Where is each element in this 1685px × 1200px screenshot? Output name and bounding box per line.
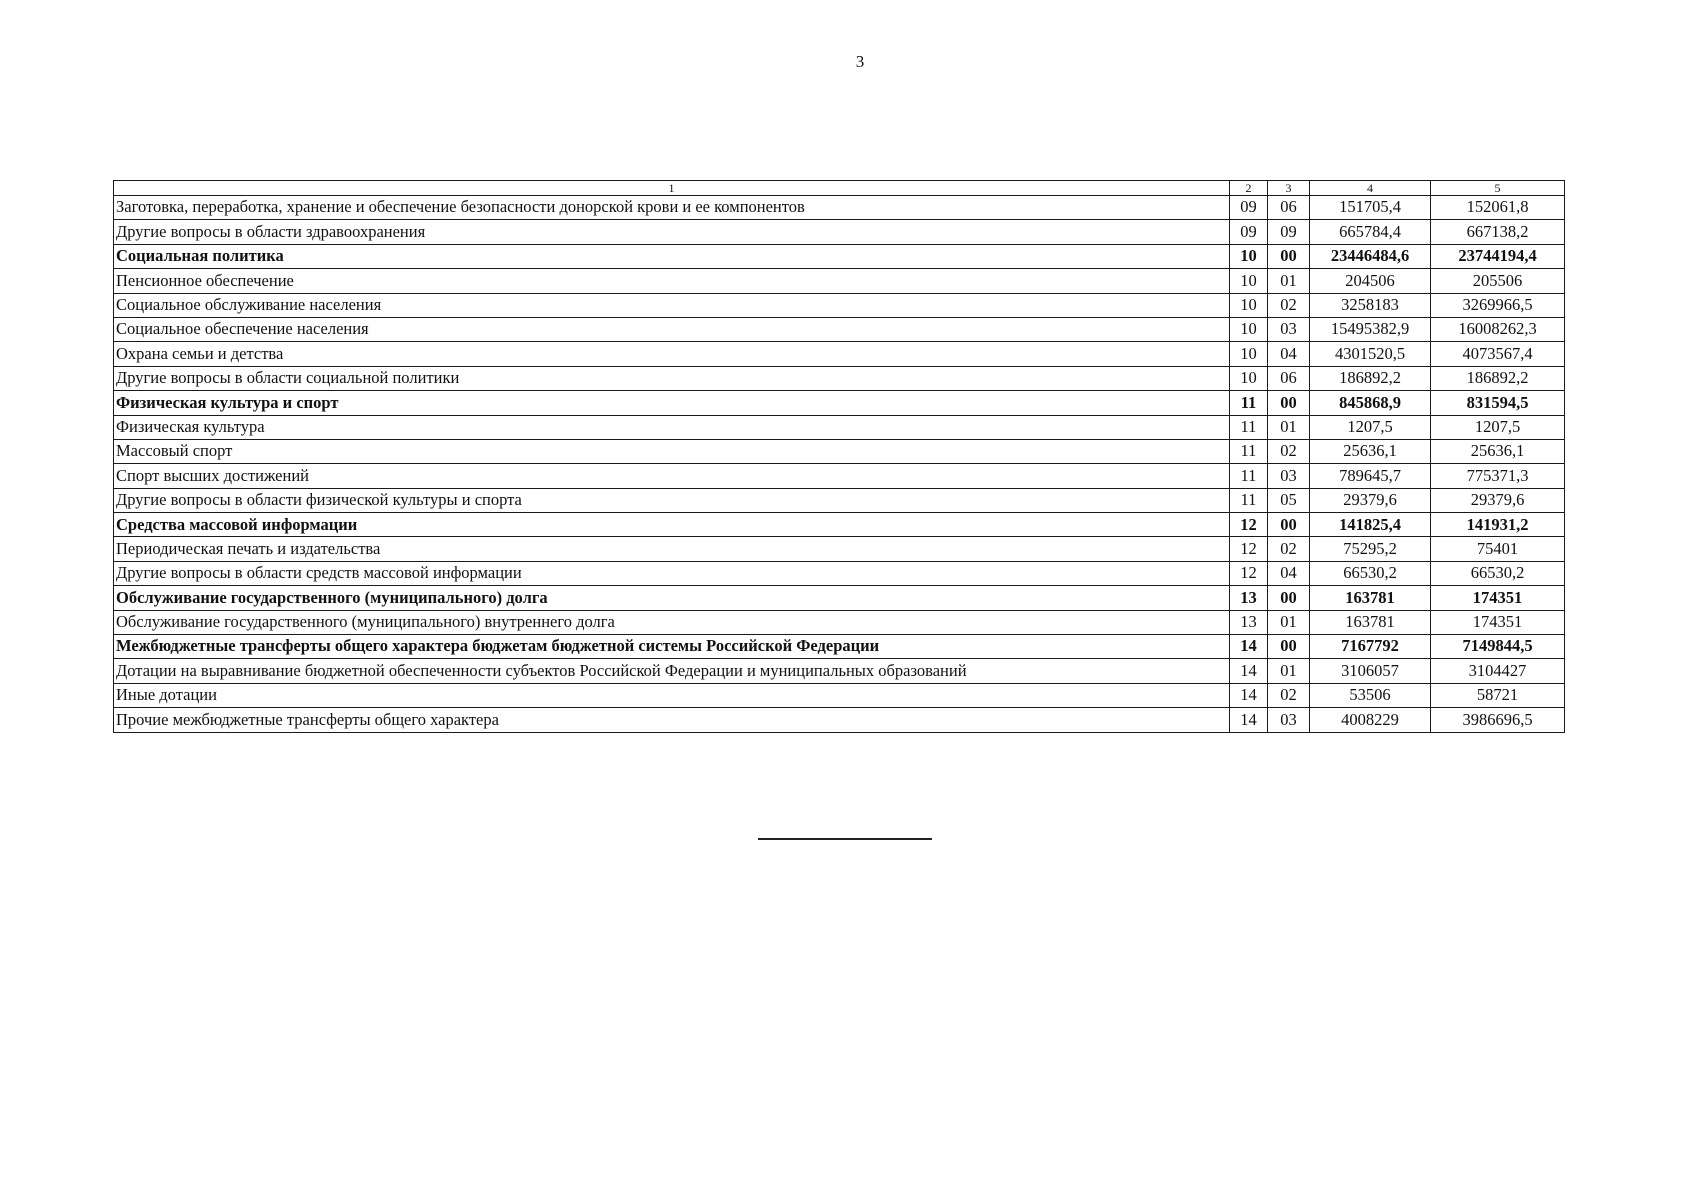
- table-row: [114, 244, 1565, 268]
- row-podrazdel-cell: 01: [1268, 610, 1310, 634]
- row-year1-value: 53506: [1310, 683, 1431, 707]
- table-row: [114, 269, 1565, 293]
- row-podrazdel-cell: 03: [1268, 708, 1310, 732]
- row-name-cell: Заготовка, переработка, хранение и обеспечение безопасности донорской крови и ее компонентов: [114, 196, 1230, 220]
- table-row: [114, 391, 1565, 415]
- row-year1-value: 66530,2: [1310, 561, 1431, 585]
- row-year2-value: 174351: [1431, 610, 1565, 634]
- table-header-row: [114, 181, 1565, 196]
- row-razdel-cell: 10: [1230, 366, 1268, 390]
- row-razdel-cell: 09: [1230, 196, 1268, 220]
- row-year2-value: 3986696,5: [1431, 708, 1565, 732]
- table-row: [114, 488, 1565, 512]
- row-podrazdel-cell: 05: [1268, 488, 1310, 512]
- table-row: [114, 610, 1565, 634]
- row-razdel-cell: 13: [1230, 610, 1268, 634]
- row-name-cell: Обслуживание государственного (муниципального) внутреннего долга: [114, 610, 1230, 634]
- row-name-cell: Охрана семьи и детства: [114, 342, 1230, 366]
- row-name-cell: Социальное обеспечение населения: [114, 317, 1230, 341]
- row-razdel-cell: 12: [1230, 513, 1268, 537]
- row-year2-value: 141931,2: [1431, 513, 1565, 537]
- column-header-podrazdel: 3: [1268, 181, 1310, 196]
- row-podrazdel-cell: 01: [1268, 269, 1310, 293]
- row-year2-value: 775371,3: [1431, 464, 1565, 488]
- row-razdel-cell: 10: [1230, 342, 1268, 366]
- page-number: 3: [855, 52, 865, 71]
- row-name-cell: Другие вопросы в области здравоохранения: [114, 220, 1230, 244]
- row-year1-value: 25636,1: [1310, 439, 1431, 463]
- row-year1-value: 4008229: [1310, 708, 1431, 732]
- row-year1-value: 75295,2: [1310, 537, 1431, 561]
- table-row: [114, 415, 1565, 439]
- column-header-year1: 4: [1310, 181, 1431, 196]
- row-name-cell: Другие вопросы в области физической культуры и спорта: [114, 488, 1230, 512]
- row-name-cell: Физическая культура: [114, 415, 1230, 439]
- row-razdel-cell: 11: [1230, 439, 1268, 463]
- table-row: [114, 659, 1565, 683]
- row-year2-value: 7149844,5: [1431, 635, 1565, 659]
- row-razdel-cell: 14: [1230, 635, 1268, 659]
- row-name-cell: Другие вопросы в области социальной политики: [114, 366, 1230, 390]
- row-razdel-cell: 11: [1230, 464, 1268, 488]
- row-razdel-cell: 10: [1230, 293, 1268, 317]
- row-year2-value: 152061,8: [1431, 196, 1565, 220]
- row-name-cell: Пенсионное обеспечение: [114, 269, 1230, 293]
- row-year2-value: 667138,2: [1431, 220, 1565, 244]
- row-podrazdel-cell: 02: [1268, 439, 1310, 463]
- row-year1-value: 141825,4: [1310, 513, 1431, 537]
- row-name-cell: Дотации на выравнивание бюджетной обеспеченности субъектов Российской Федерации и муниципальных образований: [114, 659, 1230, 683]
- row-year1-value: 163781: [1310, 586, 1431, 610]
- row-podrazdel-cell: 01: [1268, 415, 1310, 439]
- row-name-cell: Другие вопросы в области средств массовой информации: [114, 561, 1230, 585]
- row-razdel-cell: 09: [1230, 220, 1268, 244]
- row-razdel-cell: 11: [1230, 488, 1268, 512]
- table-row: [114, 439, 1565, 463]
- row-year1-value: 186892,2: [1310, 366, 1431, 390]
- row-podrazdel-cell: 03: [1268, 317, 1310, 341]
- row-razdel-cell: 10: [1230, 269, 1268, 293]
- row-name-cell: Межбюджетные трансферты общего характера бюджетам бюджетной системы Российской Федерации: [114, 635, 1230, 659]
- row-podrazdel-cell: 03: [1268, 464, 1310, 488]
- table-row: [114, 317, 1565, 341]
- row-podrazdel-cell: 01: [1268, 659, 1310, 683]
- row-year2-value: 174351: [1431, 586, 1565, 610]
- row-name-cell: Социальная политика: [114, 244, 1230, 268]
- table-body: [114, 196, 1565, 733]
- row-year1-value: 29379,6: [1310, 488, 1431, 512]
- row-podrazdel-cell: 04: [1268, 561, 1310, 585]
- row-year1-value: 3106057: [1310, 659, 1431, 683]
- row-year1-value: 845868,9: [1310, 391, 1431, 415]
- row-year1-value: 1207,5: [1310, 415, 1431, 439]
- row-podrazdel-cell: 09: [1268, 220, 1310, 244]
- table-row: [114, 635, 1565, 659]
- row-year1-value: 7167792: [1310, 635, 1431, 659]
- table-row: [114, 513, 1565, 537]
- row-name-cell: Иные дотации: [114, 683, 1230, 707]
- row-year2-value: 3269966,5: [1431, 293, 1565, 317]
- row-year1-value: 3258183: [1310, 293, 1431, 317]
- row-year1-value: 15495382,9: [1310, 317, 1431, 341]
- row-year2-value: 58721: [1431, 683, 1565, 707]
- row-name-cell: Спорт высших достижений: [114, 464, 1230, 488]
- row-name-cell: Периодическая печать и издательства: [114, 537, 1230, 561]
- table-row: [114, 561, 1565, 585]
- row-razdel-cell: 12: [1230, 561, 1268, 585]
- column-header-razdel: 2: [1230, 181, 1268, 196]
- row-podrazdel-cell: 00: [1268, 635, 1310, 659]
- table-row: [114, 464, 1565, 488]
- row-podrazdel-cell: 00: [1268, 244, 1310, 268]
- row-razdel-cell: 11: [1230, 391, 1268, 415]
- column-header-name: 1: [114, 181, 1230, 196]
- budget-table: [113, 180, 1565, 733]
- end-separator-line: [758, 838, 932, 840]
- row-name-cell: Средства массовой информации: [114, 513, 1230, 537]
- row-razdel-cell: 11: [1230, 415, 1268, 439]
- row-podrazdel-cell: 00: [1268, 513, 1310, 537]
- row-year2-value: 4073567,4: [1431, 342, 1565, 366]
- row-podrazdel-cell: 02: [1268, 537, 1310, 561]
- row-razdel-cell: 13: [1230, 586, 1268, 610]
- row-name-cell: Массовый спорт: [114, 439, 1230, 463]
- row-razdel-cell: 12: [1230, 537, 1268, 561]
- row-year2-value: 3104427: [1431, 659, 1565, 683]
- row-year2-value: 205506: [1431, 269, 1565, 293]
- row-year2-value: 831594,5: [1431, 391, 1565, 415]
- row-year1-value: 163781: [1310, 610, 1431, 634]
- row-podrazdel-cell: 02: [1268, 683, 1310, 707]
- row-razdel-cell: 10: [1230, 244, 1268, 268]
- table-row: [114, 196, 1565, 220]
- table-row: [114, 293, 1565, 317]
- table-row: [114, 708, 1565, 732]
- column-header-year2: 5: [1431, 181, 1565, 196]
- row-year2-value: 16008262,3: [1431, 317, 1565, 341]
- row-year1-value: 789645,7: [1310, 464, 1431, 488]
- row-year2-value: 75401: [1431, 537, 1565, 561]
- row-name-cell: Социальное обслуживание населения: [114, 293, 1230, 317]
- row-podrazdel-cell: 06: [1268, 366, 1310, 390]
- row-name-cell: Физическая культура и спорт: [114, 391, 1230, 415]
- row-podrazdel-cell: 00: [1268, 391, 1310, 415]
- row-year1-value: 4301520,5: [1310, 342, 1431, 366]
- table-row: [114, 537, 1565, 561]
- table-row: [114, 342, 1565, 366]
- row-razdel-cell: 14: [1230, 708, 1268, 732]
- table-row: [114, 220, 1565, 244]
- row-year2-value: 186892,2: [1431, 366, 1565, 390]
- row-name-cell: Прочие межбюджетные трансферты общего характера: [114, 708, 1230, 732]
- row-podrazdel-cell: 06: [1268, 196, 1310, 220]
- row-name-cell: Обслуживание государственного (муниципального) долга: [114, 586, 1230, 610]
- row-podrazdel-cell: 04: [1268, 342, 1310, 366]
- row-razdel-cell: 14: [1230, 659, 1268, 683]
- row-year1-value: 665784,4: [1310, 220, 1431, 244]
- row-year2-value: 1207,5: [1431, 415, 1565, 439]
- table-row: [114, 683, 1565, 707]
- table-row: [114, 366, 1565, 390]
- row-podrazdel-cell: 02: [1268, 293, 1310, 317]
- row-year1-value: 23446484,6: [1310, 244, 1431, 268]
- row-year2-value: 66530,2: [1431, 561, 1565, 585]
- row-razdel-cell: 14: [1230, 683, 1268, 707]
- row-year2-value: 29379,6: [1431, 488, 1565, 512]
- row-year1-value: 204506: [1310, 269, 1431, 293]
- row-podrazdel-cell: 00: [1268, 586, 1310, 610]
- row-year1-value: 151705,4: [1310, 196, 1431, 220]
- row-year2-value: 23744194,4: [1431, 244, 1565, 268]
- table-row: [114, 586, 1565, 610]
- row-razdel-cell: 10: [1230, 317, 1268, 341]
- row-year2-value: 25636,1: [1431, 439, 1565, 463]
